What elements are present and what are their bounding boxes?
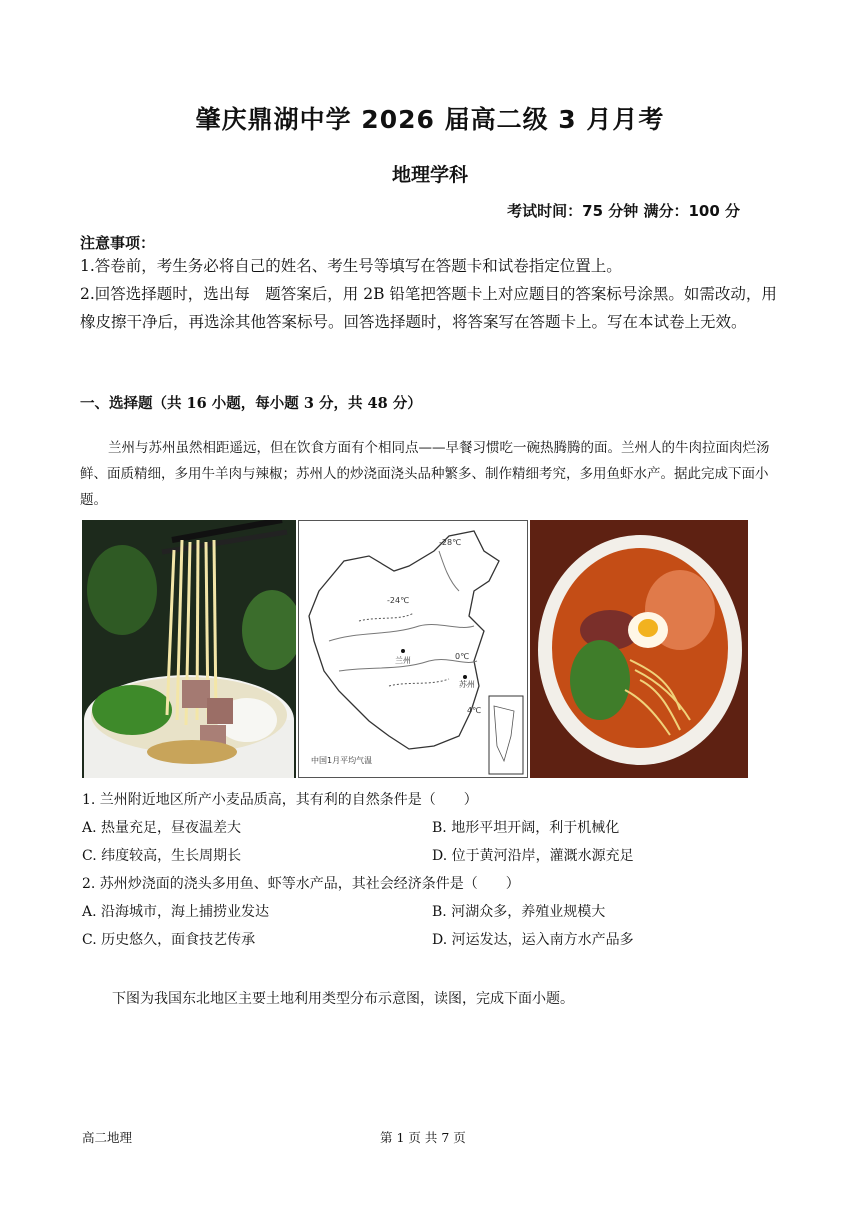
isotherm-label: 4℃	[467, 706, 482, 715]
city-label-lanzhou: 兰州	[395, 656, 411, 665]
figure-row	[82, 520, 748, 778]
question-1-option-a: A. 热量充足，昼夜温差大	[82, 820, 242, 836]
question-2: 2. 苏州炒浇面的浇头多用鱼、虾等水产品，其社会经济条件是（ ）	[82, 876, 520, 892]
suzhou-noodle-photo	[530, 520, 748, 778]
china-january-temperature-map	[298, 520, 528, 778]
map-caption: 中国1月平均气温	[311, 756, 373, 765]
exam-info: 考试时间：75 分钟 满分：100 分	[507, 202, 740, 220]
lanzhou-noodle-photo	[82, 520, 296, 778]
exam-title: 肇庆鼎湖中学 2026 届高二级 3 月月考	[195, 105, 665, 134]
footer-page-number: 第 1 页 共 7 页	[380, 1130, 466, 1145]
section-heading: 一、选择题（共 16 小题，每小题 3 分，共 48 分）	[80, 395, 422, 412]
question-1-option-d: D. 位于黄河沿岸，灌溉水源充足	[432, 848, 634, 864]
question-2-option-b: B. 河湖众多，养殖业规模大	[432, 904, 606, 920]
notice-heading: 注意事项：	[80, 234, 156, 252]
question-1-option-c: C. 纬度较高，生长周期长	[82, 848, 242, 864]
isotherm-label: -28℃	[439, 538, 462, 547]
question-2-option-c: C. 历史悠久，面食技艺传承	[82, 932, 256, 948]
isotherm-label: -24℃	[387, 596, 410, 605]
notice-item-1: 1.答卷前，考生务必将自己的姓名、考生号等填写在答题卡和试卷指定位置上。	[80, 257, 622, 275]
subject-title: 地理学科	[391, 164, 468, 186]
passage-text: 兰州与苏州虽然相距遥远，但在饮食方面有个相同点——早餐习惯吃一碗热腾腾的面。兰州人的牛肉拉面肉烂汤鲜、面质精细，多用牛羊肉与辣椒；苏州人的炒浇面浇头品种繁多、制作精细考究，多用鱼虾水产。据此完成下面小题。	[80, 440, 770, 508]
footer-subject: 高二地理	[82, 1130, 133, 1145]
next-question-intro: 下图为我国东北地区主要土地利用类型分布示意图，读图，完成下面小题。	[112, 991, 574, 1007]
question-1-option-b: B. 地形平坦开阔，利于机械化	[432, 820, 620, 836]
city-label-suzhou: 苏州	[459, 680, 475, 689]
notice-item-2: 2.回答选择题时，选出每 题答案后，用 2B 铅笔把答题卡上对应题目的答案标号涂黑。如需改动，用橡皮擦干净后，再选涂其他答案标号。回答选择题时，将答案写在答题卡上。写在本试卷上无效。	[80, 285, 777, 331]
question-2-option-a: A. 沿海城市，海上捕捞业发达	[82, 904, 270, 920]
question-1: 1. 兰州附近地区所产小麦品质高，其有利的自然条件是（ ）	[82, 792, 478, 808]
isotherm-label: 0℃	[455, 652, 470, 661]
question-2-option-d: D. 河运发达，运入南方水产品多	[432, 932, 634, 948]
